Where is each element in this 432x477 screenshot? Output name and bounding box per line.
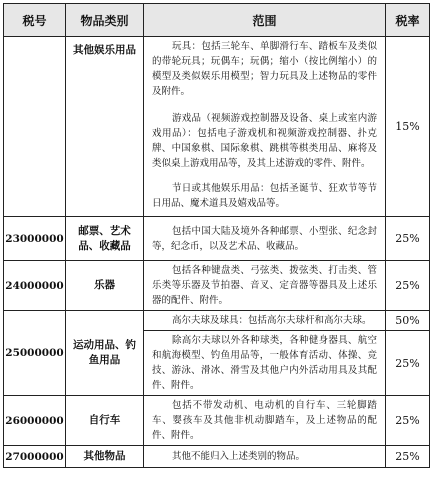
row-scope bbox=[144, 37, 386, 217]
tariff-table-container bbox=[3, 3, 429, 468]
row-rate: 25% bbox=[386, 331, 430, 396]
row-code bbox=[4, 37, 66, 217]
row-scope bbox=[144, 217, 386, 261]
row-code: 27000000 bbox=[4, 446, 66, 468]
row-rate: 15% bbox=[386, 37, 430, 217]
row-category: 运动用品、钓鱼用品 bbox=[66, 311, 144, 396]
row-code: 24000000 bbox=[4, 261, 66, 311]
row-category: 其他娱乐用品 bbox=[66, 37, 144, 217]
tariff-table bbox=[3, 3, 430, 468]
row-category: 自行车 bbox=[66, 396, 144, 446]
scope-paragraph: 包括不带发动机、电动机的自行车、三轮脚踏车、婴孩车及其他非机动脚踏车，及上述物品的配件、附件。 bbox=[152, 400, 377, 441]
header-category: 物品类别 bbox=[66, 4, 144, 37]
scope-paragraph: 高尔夫球及球具：包括高尔夫球杆和高尔夫球。 bbox=[172, 315, 372, 326]
row-scope bbox=[144, 396, 386, 446]
table-row bbox=[4, 261, 430, 311]
table-row bbox=[4, 37, 430, 217]
scope-paragraph: 包括各种键盘类、弓弦类、拨弦类、打击类、管乐类等乐器及节拍器、音叉、定音器等器具及上述乐器的配件、附件。 bbox=[152, 265, 377, 306]
row-scope bbox=[144, 331, 386, 396]
row-scope bbox=[144, 311, 386, 331]
table-row bbox=[4, 217, 430, 261]
row-code: 23000000 bbox=[4, 217, 66, 261]
row-category: 邮票、艺术品、收藏品 bbox=[66, 217, 144, 261]
row-rate: 50% bbox=[386, 311, 430, 331]
row-scope bbox=[144, 261, 386, 311]
table-row bbox=[4, 311, 430, 331]
header-rate: 税率 bbox=[386, 4, 430, 37]
header-scope: 范围 bbox=[144, 4, 386, 37]
row-code: 26000000 bbox=[4, 396, 66, 446]
row-category: 乐器 bbox=[66, 261, 144, 311]
row-rate: 25% bbox=[386, 261, 430, 311]
scope-paragraph: 玩具：包括三轮车、单脚滑行车、踏板车及类似的带轮玩具；玩偶车；玩偶；缩小（按比例缩小）的模型及类似娱乐用模型；智力玩具及上述物品的零件及附件。 bbox=[152, 41, 377, 97]
table-row bbox=[4, 446, 430, 468]
row-rate: 25% bbox=[386, 446, 430, 468]
table-row bbox=[4, 396, 430, 446]
header-row bbox=[4, 4, 430, 37]
scope-paragraph: 节日或其他娱乐用品：包括圣诞节、狂欢节等节日用品、魔术道具及嬉戏品等。 bbox=[152, 183, 377, 209]
scope-paragraph: 游戏品（视频游戏控制器及设备、桌上或室内游戏用品）：包括电子游戏机和视频游戏控制器、扑克牌、中国象棋、国际象棋、跳棋等棋类用品、麻将及类似桌上游戏用品等，及其上述游戏的零件、附件。 bbox=[152, 113, 377, 169]
header-code: 税号 bbox=[4, 4, 66, 37]
scope-paragraph: 除高尔夫球以外各种球类，各种健身器具、航空和航海模型、钓鱼用品等，一般体育活动、体操、竞技、游泳、滑冰、滑雪及其他户内外活动用具及其配件、附件。 bbox=[152, 335, 377, 391]
row-code: 25000000 bbox=[4, 311, 66, 396]
row-scope bbox=[144, 446, 386, 468]
row-category: 其他物品 bbox=[66, 446, 144, 468]
scope-paragraph: 其他不能归入上述类别的物品。 bbox=[172, 451, 306, 462]
row-rate: 25% bbox=[386, 396, 430, 446]
row-rate: 25% bbox=[386, 217, 430, 261]
scope-paragraph: 包括中国大陆及境外各种邮票、小型张、纪念封等，纪念币，以及艺术品、收藏品。 bbox=[152, 225, 377, 252]
